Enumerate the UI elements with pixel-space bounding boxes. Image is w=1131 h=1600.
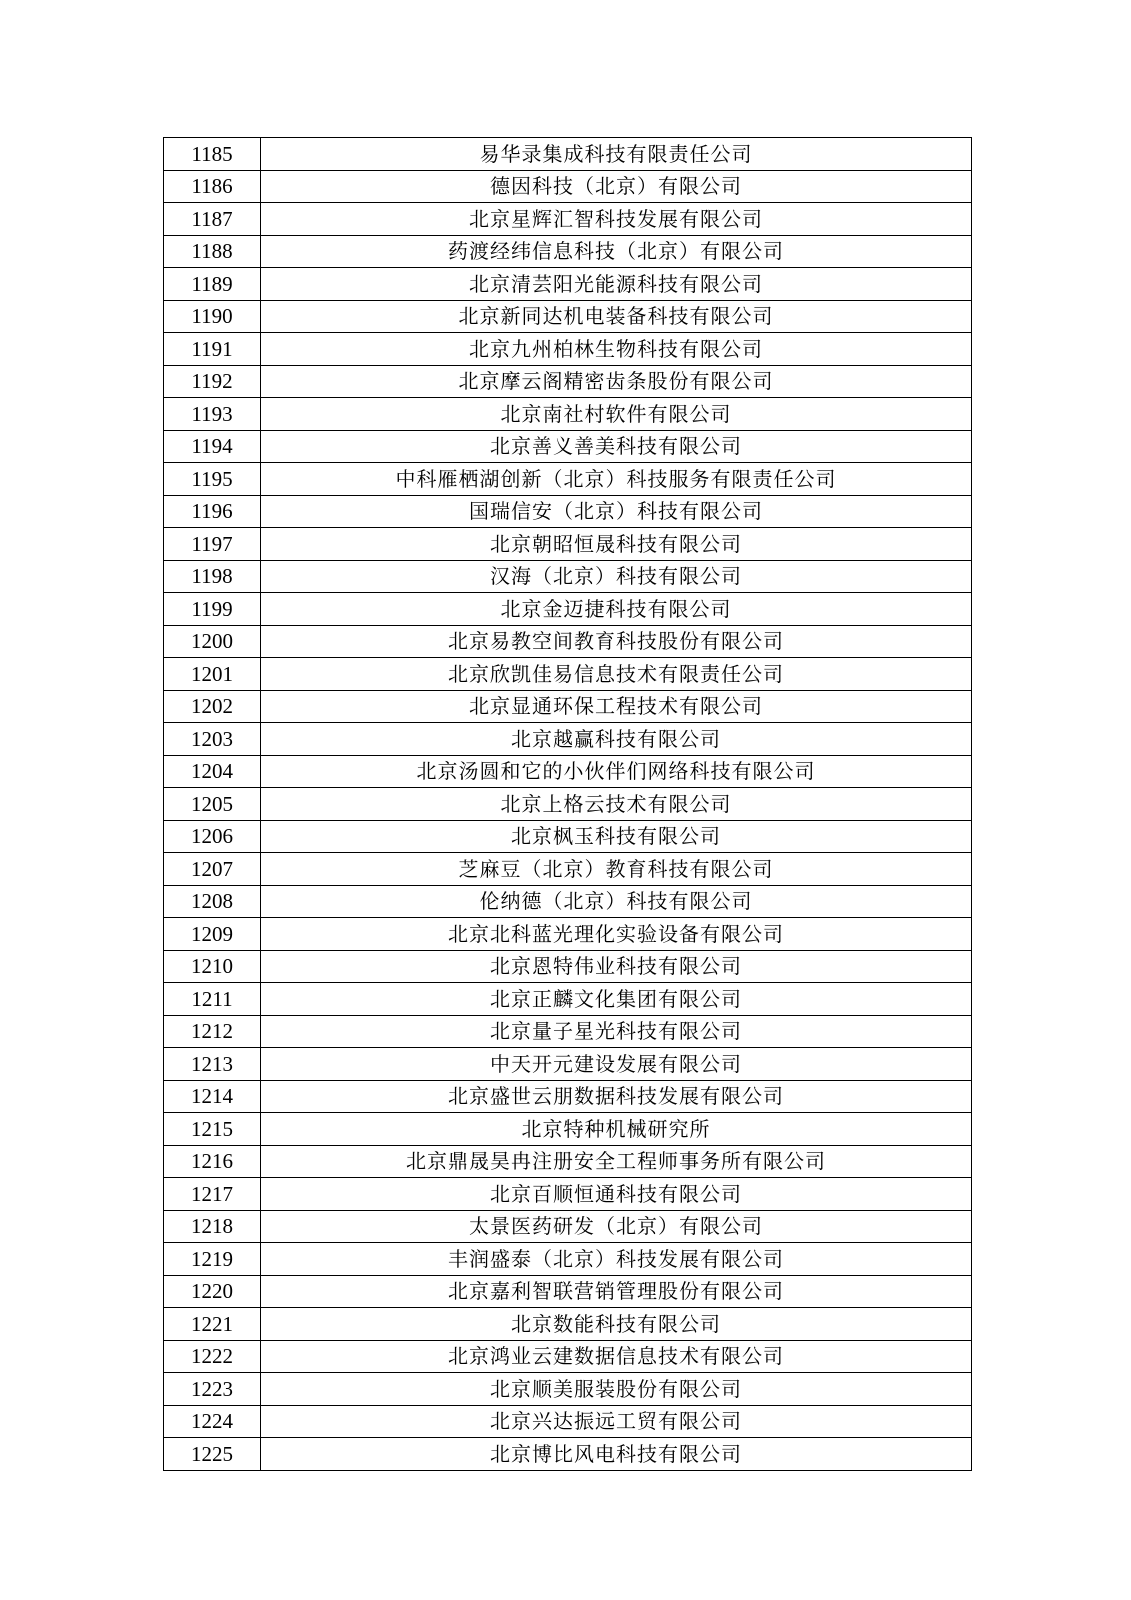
table-row bbox=[164, 788, 972, 821]
company-name: 北京盛世云朋数据科技发展有限公司 bbox=[261, 1080, 972, 1113]
company-name: 太景医药研发（北京）有限公司 bbox=[261, 1210, 972, 1243]
table-row bbox=[164, 625, 972, 658]
row-number: 1196 bbox=[164, 495, 261, 528]
company-name: 北京欣凯佳易信息技术有限责任公司 bbox=[261, 658, 972, 691]
table-row bbox=[164, 203, 972, 236]
row-number: 1217 bbox=[164, 1178, 261, 1211]
company-name: 丰润盛泰（北京）科技发展有限公司 bbox=[261, 1243, 972, 1276]
row-number: 1203 bbox=[164, 723, 261, 756]
row-number: 1211 bbox=[164, 983, 261, 1016]
company-name: 北京兴达振远工贸有限公司 bbox=[261, 1405, 972, 1438]
row-number: 1220 bbox=[164, 1275, 261, 1308]
company-name: 北京上格云技术有限公司 bbox=[261, 788, 972, 821]
company-name: 北京善义善美科技有限公司 bbox=[261, 430, 972, 463]
table-row bbox=[164, 820, 972, 853]
table-row bbox=[164, 1308, 972, 1341]
row-number: 1223 bbox=[164, 1373, 261, 1406]
row-number: 1209 bbox=[164, 918, 261, 951]
row-number: 1188 bbox=[164, 235, 261, 268]
company-name: 北京朝昭恒晟科技有限公司 bbox=[261, 528, 972, 561]
company-name: 易华录集成科技有限责任公司 bbox=[261, 138, 972, 171]
row-number: 1219 bbox=[164, 1243, 261, 1276]
table-row bbox=[164, 268, 972, 301]
row-number: 1205 bbox=[164, 788, 261, 821]
table-row bbox=[164, 593, 972, 626]
company-name: 北京九州柏林生物科技有限公司 bbox=[261, 333, 972, 366]
table-row bbox=[164, 528, 972, 561]
table-row bbox=[164, 1373, 972, 1406]
table-row bbox=[164, 495, 972, 528]
row-number: 1185 bbox=[164, 138, 261, 171]
row-number: 1218 bbox=[164, 1210, 261, 1243]
company-name: 北京特种机械研究所 bbox=[261, 1113, 972, 1146]
table-row bbox=[164, 430, 972, 463]
table-row bbox=[164, 1275, 972, 1308]
table-row bbox=[164, 853, 972, 886]
company-name: 北京数能科技有限公司 bbox=[261, 1308, 972, 1341]
row-number: 1216 bbox=[164, 1145, 261, 1178]
row-number: 1214 bbox=[164, 1080, 261, 1113]
row-number: 1190 bbox=[164, 300, 261, 333]
company-name: 北京恩特伟业科技有限公司 bbox=[261, 950, 972, 983]
table-row bbox=[164, 235, 972, 268]
table-row bbox=[164, 333, 972, 366]
company-name: 北京嘉利智联营销管理股份有限公司 bbox=[261, 1275, 972, 1308]
table-row bbox=[164, 560, 972, 593]
company-name: 北京量子星光科技有限公司 bbox=[261, 1015, 972, 1048]
table-row bbox=[164, 170, 972, 203]
company-name: 北京新同达机电装备科技有限公司 bbox=[261, 300, 972, 333]
table-row bbox=[164, 365, 972, 398]
company-name: 北京鸿业云建数据信息技术有限公司 bbox=[261, 1340, 972, 1373]
company-name: 北京金迈捷科技有限公司 bbox=[261, 593, 972, 626]
row-number: 1224 bbox=[164, 1405, 261, 1438]
table-row bbox=[164, 983, 972, 1016]
row-number: 1195 bbox=[164, 463, 261, 496]
table-row bbox=[164, 1210, 972, 1243]
table-row bbox=[164, 755, 972, 788]
company-name: 北京顺美服装股份有限公司 bbox=[261, 1373, 972, 1406]
table-row bbox=[164, 658, 972, 691]
row-number: 1221 bbox=[164, 1308, 261, 1341]
company-name: 药渡经纬信息科技（北京）有限公司 bbox=[261, 235, 972, 268]
table-row bbox=[164, 690, 972, 723]
table-row bbox=[164, 138, 972, 171]
table-row bbox=[164, 1113, 972, 1146]
row-number: 1197 bbox=[164, 528, 261, 561]
table-row bbox=[164, 1243, 972, 1276]
company-name: 芝麻豆（北京）教育科技有限公司 bbox=[261, 853, 972, 886]
table-row bbox=[164, 1080, 972, 1113]
company-name: 北京摩云阁精密齿条股份有限公司 bbox=[261, 365, 972, 398]
row-number: 1225 bbox=[164, 1438, 261, 1471]
table-row bbox=[164, 398, 972, 431]
company-name: 北京越赢科技有限公司 bbox=[261, 723, 972, 756]
row-number: 1186 bbox=[164, 170, 261, 203]
table-row bbox=[164, 723, 972, 756]
company-name: 国瑞信安（北京）科技有限公司 bbox=[261, 495, 972, 528]
company-name: 德因科技（北京）有限公司 bbox=[261, 170, 972, 203]
company-name: 中科雁栖湖创新（北京）科技服务有限责任公司 bbox=[261, 463, 972, 496]
row-number: 1212 bbox=[164, 1015, 261, 1048]
company-list-table bbox=[163, 137, 972, 1471]
table-row bbox=[164, 1340, 972, 1373]
company-name: 北京鼎晟昊冉注册安全工程师事务所有限公司 bbox=[261, 1145, 972, 1178]
company-name: 北京汤圆和它的小伙伴们网络科技有限公司 bbox=[261, 755, 972, 788]
company-name: 北京南社村软件有限公司 bbox=[261, 398, 972, 431]
table-row bbox=[164, 1145, 972, 1178]
row-number: 1189 bbox=[164, 268, 261, 301]
table-row bbox=[164, 1405, 972, 1438]
table-row bbox=[164, 1015, 972, 1048]
table-row bbox=[164, 1438, 972, 1471]
company-name: 中天开元建设发展有限公司 bbox=[261, 1048, 972, 1081]
row-number: 1222 bbox=[164, 1340, 261, 1373]
company-name: 北京易教空间教育科技股份有限公司 bbox=[261, 625, 972, 658]
table-row bbox=[164, 950, 972, 983]
row-number: 1191 bbox=[164, 333, 261, 366]
company-list-body bbox=[164, 138, 972, 1471]
row-number: 1200 bbox=[164, 625, 261, 658]
table-row bbox=[164, 885, 972, 918]
table-row bbox=[164, 463, 972, 496]
company-name: 北京清芸阳光能源科技有限公司 bbox=[261, 268, 972, 301]
row-number: 1193 bbox=[164, 398, 261, 431]
table-row bbox=[164, 1178, 972, 1211]
row-number: 1201 bbox=[164, 658, 261, 691]
row-number: 1187 bbox=[164, 203, 261, 236]
row-number: 1206 bbox=[164, 820, 261, 853]
row-number: 1204 bbox=[164, 755, 261, 788]
row-number: 1213 bbox=[164, 1048, 261, 1081]
table-row bbox=[164, 918, 972, 951]
company-name: 北京百顺恒通科技有限公司 bbox=[261, 1178, 972, 1211]
company-name: 北京星辉汇智科技发展有限公司 bbox=[261, 203, 972, 236]
row-number: 1202 bbox=[164, 690, 261, 723]
table-row bbox=[164, 300, 972, 333]
company-name: 北京枫玉科技有限公司 bbox=[261, 820, 972, 853]
company-name: 汉海（北京）科技有限公司 bbox=[261, 560, 972, 593]
company-name: 北京显通环保工程技术有限公司 bbox=[261, 690, 972, 723]
row-number: 1198 bbox=[164, 560, 261, 593]
company-name: 北京博比风电科技有限公司 bbox=[261, 1438, 972, 1471]
row-number: 1194 bbox=[164, 430, 261, 463]
row-number: 1208 bbox=[164, 885, 261, 918]
company-name: 北京正麟文化集团有限公司 bbox=[261, 983, 972, 1016]
table-row bbox=[164, 1048, 972, 1081]
row-number: 1207 bbox=[164, 853, 261, 886]
row-number: 1215 bbox=[164, 1113, 261, 1146]
row-number: 1192 bbox=[164, 365, 261, 398]
row-number: 1199 bbox=[164, 593, 261, 626]
row-number: 1210 bbox=[164, 950, 261, 983]
company-name: 伦纳德（北京）科技有限公司 bbox=[261, 885, 972, 918]
company-name: 北京北科蓝光理化实验设备有限公司 bbox=[261, 918, 972, 951]
